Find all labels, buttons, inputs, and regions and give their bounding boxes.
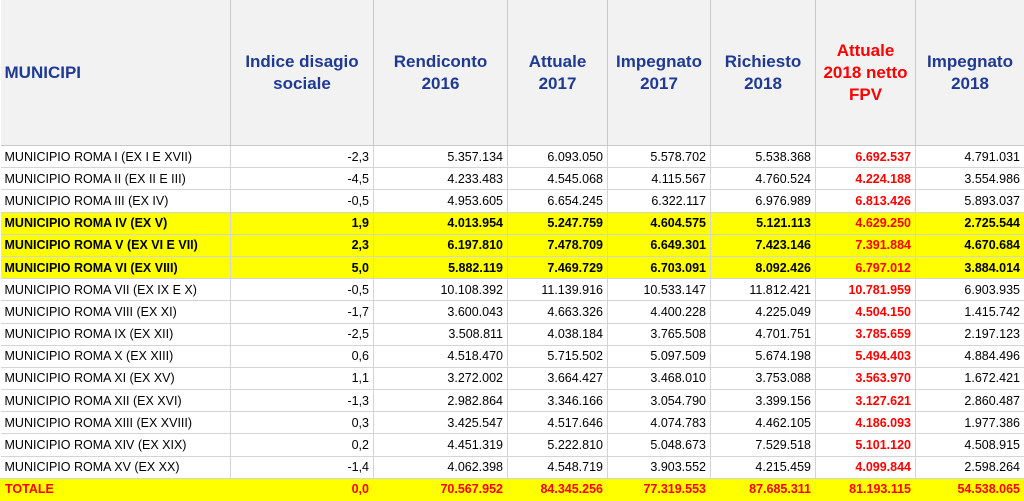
cell-impegnato-2018: 4.508.915 xyxy=(916,434,1024,456)
header-impegnato-2017: Impegnato 2017 xyxy=(608,0,711,146)
cell-attuale-2017: 5.715.502 xyxy=(508,345,608,367)
cell-impegnato-2018: 2.197.123 xyxy=(916,323,1024,345)
cell-impegnato-2018: 2.860.487 xyxy=(916,390,1024,412)
total-attuale-2017: 84.345.256 xyxy=(508,478,608,500)
cell-indice-disagio: -2,3 xyxy=(231,146,374,168)
cell-attuale-2017: 4.545.068 xyxy=(508,168,608,190)
cell-attuale-2018-netto-fpv: 5.494.403 xyxy=(816,345,916,367)
cell-richiesto-2018: 6.976.989 xyxy=(711,190,816,212)
table-row xyxy=(1,279,1024,301)
header-impegnato-2018: Impegnato 2018 xyxy=(916,0,1024,146)
cell-impegnato-2018: 2.598.264 xyxy=(916,456,1024,478)
table-row xyxy=(1,367,1024,389)
table-row xyxy=(1,234,1024,256)
cell-municipio-name: MUNICIPIO ROMA XII (EX XVI) xyxy=(1,390,231,412)
cell-rendiconto-2016: 4.953.605 xyxy=(374,190,508,212)
table-row xyxy=(1,456,1024,478)
table-row xyxy=(1,256,1024,278)
cell-indice-disagio: -2,5 xyxy=(231,323,374,345)
cell-attuale-2018-netto-fpv: 6.813.426 xyxy=(816,190,916,212)
cell-municipio-name: MUNICIPIO ROMA XV (EX XX) xyxy=(1,456,231,478)
cell-municipio-name: MUNICIPIO ROMA VIII (EX XI) xyxy=(1,301,231,323)
cell-attuale-2018-netto-fpv: 3.563.970 xyxy=(816,367,916,389)
cell-impegnato-2017: 6.649.301 xyxy=(608,234,711,256)
cell-rendiconto-2016: 5.357.134 xyxy=(374,146,508,168)
cell-indice-disagio: 5,0 xyxy=(231,256,374,278)
total-indice-disagio: 0,0 xyxy=(231,478,374,500)
total-impegnato-2018: 54.538.065 xyxy=(916,478,1024,500)
cell-impegnato-2017: 6.703.091 xyxy=(608,256,711,278)
header-rendiconto-2016: Rendiconto 2016 xyxy=(374,0,508,146)
cell-impegnato-2017: 3.765.508 xyxy=(608,323,711,345)
cell-impegnato-2017: 3.903.552 xyxy=(608,456,711,478)
cell-attuale-2018-netto-fpv: 3.785.659 xyxy=(816,323,916,345)
cell-richiesto-2018: 4.215.459 xyxy=(711,456,816,478)
cell-indice-disagio: 0,3 xyxy=(231,412,374,434)
header-row xyxy=(1,0,1024,146)
cell-impegnato-2017: 10.533.147 xyxy=(608,279,711,301)
cell-indice-disagio: -0,5 xyxy=(231,190,374,212)
cell-attuale-2017: 3.664.427 xyxy=(508,367,608,389)
cell-attuale-2018-netto-fpv: 10.781.959 xyxy=(816,279,916,301)
cell-impegnato-2018: 5.893.037 xyxy=(916,190,1024,212)
cell-municipio-name: MUNICIPIO ROMA VI (EX VIII) xyxy=(1,256,231,278)
cell-municipio-name: MUNICIPIO ROMA II (EX II E III) xyxy=(1,168,231,190)
cell-rendiconto-2016: 4.013.954 xyxy=(374,212,508,234)
table-row xyxy=(1,190,1024,212)
cell-rendiconto-2016: 3.425.547 xyxy=(374,412,508,434)
total-municipio-name: TOTALE xyxy=(1,478,231,500)
cell-municipio-name: MUNICIPIO ROMA VII (EX IX E X) xyxy=(1,279,231,301)
cell-impegnato-2017: 3.468.010 xyxy=(608,367,711,389)
cell-richiesto-2018: 4.760.524 xyxy=(711,168,816,190)
cell-attuale-2018-netto-fpv: 6.797.012 xyxy=(816,256,916,278)
cell-rendiconto-2016: 6.197.810 xyxy=(374,234,508,256)
header-attuale-2018-netto-fpv: Attuale 2018 netto FPV xyxy=(816,0,916,146)
cell-attuale-2017: 3.346.166 xyxy=(508,390,608,412)
cell-indice-disagio: 0,6 xyxy=(231,345,374,367)
cell-impegnato-2017: 5.097.509 xyxy=(608,345,711,367)
cell-impegnato-2018: 1.672.421 xyxy=(916,367,1024,389)
cell-richiesto-2018: 3.753.088 xyxy=(711,367,816,389)
cell-rendiconto-2016: 4.451.319 xyxy=(374,434,508,456)
cell-richiesto-2018: 5.674.198 xyxy=(711,345,816,367)
cell-attuale-2017: 5.222.810 xyxy=(508,434,608,456)
cell-impegnato-2018: 2.725.544 xyxy=(916,212,1024,234)
cell-municipio-name: MUNICIPIO ROMA IV (EX V) xyxy=(1,212,231,234)
table-row xyxy=(1,168,1024,190)
cell-richiesto-2018: 5.538.368 xyxy=(711,146,816,168)
cell-richiesto-2018: 8.092.426 xyxy=(711,256,816,278)
cell-indice-disagio: 2,3 xyxy=(231,234,374,256)
cell-municipio-name: MUNICIPIO ROMA XI (EX XV) xyxy=(1,367,231,389)
cell-attuale-2017: 4.663.326 xyxy=(508,301,608,323)
cell-richiesto-2018: 4.225.049 xyxy=(711,301,816,323)
cell-impegnato-2017: 6.322.117 xyxy=(608,190,711,212)
table-row xyxy=(1,345,1024,367)
cell-rendiconto-2016: 3.272.002 xyxy=(374,367,508,389)
table-row xyxy=(1,390,1024,412)
cell-impegnato-2018: 1.977.386 xyxy=(916,412,1024,434)
cell-attuale-2018-netto-fpv: 3.127.621 xyxy=(816,390,916,412)
cell-impegnato-2018: 3.554.986 xyxy=(916,168,1024,190)
cell-rendiconto-2016: 5.882.119 xyxy=(374,256,508,278)
table-row xyxy=(1,146,1024,168)
cell-attuale-2017: 4.038.184 xyxy=(508,323,608,345)
cell-impegnato-2018: 3.884.014 xyxy=(916,256,1024,278)
cell-attuale-2017: 4.548.719 xyxy=(508,456,608,478)
cell-attuale-2018-netto-fpv: 6.692.537 xyxy=(816,146,916,168)
cell-impegnato-2017: 4.074.783 xyxy=(608,412,711,434)
cell-impegnato-2017: 4.400.228 xyxy=(608,301,711,323)
cell-rendiconto-2016: 4.233.483 xyxy=(374,168,508,190)
cell-indice-disagio: 1,9 xyxy=(231,212,374,234)
cell-municipio-name: MUNICIPIO ROMA XIV (EX XIX) xyxy=(1,434,231,456)
cell-attuale-2017: 5.247.759 xyxy=(508,212,608,234)
cell-rendiconto-2016: 3.600.043 xyxy=(374,301,508,323)
cell-impegnato-2017: 4.604.575 xyxy=(608,212,711,234)
cell-municipio-name: MUNICIPIO ROMA X (EX XIII) xyxy=(1,345,231,367)
table-row xyxy=(1,323,1024,345)
cell-richiesto-2018: 7.529.518 xyxy=(711,434,816,456)
cell-attuale-2018-netto-fpv: 4.099.844 xyxy=(816,456,916,478)
cell-municipio-name: MUNICIPIO ROMA III (EX IV) xyxy=(1,190,231,212)
table-row xyxy=(1,212,1024,234)
cell-richiesto-2018: 4.462.105 xyxy=(711,412,816,434)
total-rendiconto-2016: 70.567.952 xyxy=(374,478,508,500)
header-richiesto-2018: Richiesto 2018 xyxy=(711,0,816,146)
cell-richiesto-2018: 3.399.156 xyxy=(711,390,816,412)
cell-richiesto-2018: 7.423.146 xyxy=(711,234,816,256)
cell-richiesto-2018: 11.812.421 xyxy=(711,279,816,301)
total-row xyxy=(1,478,1024,500)
total-richiesto-2018: 87.685.311 xyxy=(711,478,816,500)
cell-attuale-2017: 6.093.050 xyxy=(508,146,608,168)
header-attuale-2017: Attuale 2017 xyxy=(508,0,608,146)
cell-richiesto-2018: 4.701.751 xyxy=(711,323,816,345)
cell-attuale-2018-netto-fpv: 5.101.120 xyxy=(816,434,916,456)
cell-indice-disagio: 1,1 xyxy=(231,367,374,389)
cell-rendiconto-2016: 10.108.392 xyxy=(374,279,508,301)
cell-attuale-2017: 7.478.709 xyxy=(508,234,608,256)
cell-impegnato-2018: 1.415.742 xyxy=(916,301,1024,323)
total-impegnato-2017: 77.319.553 xyxy=(608,478,711,500)
cell-impegnato-2017: 4.115.567 xyxy=(608,168,711,190)
cell-attuale-2018-netto-fpv: 4.186.093 xyxy=(816,412,916,434)
cell-rendiconto-2016: 3.508.811 xyxy=(374,323,508,345)
cell-municipio-name: MUNICIPIO ROMA XIII (EX XVIII) xyxy=(1,412,231,434)
cell-impegnato-2018: 6.903.935 xyxy=(916,279,1024,301)
cell-attuale-2017: 6.654.245 xyxy=(508,190,608,212)
cell-rendiconto-2016: 4.062.398 xyxy=(374,456,508,478)
cell-indice-disagio: -1,3 xyxy=(231,390,374,412)
cell-attuale-2018-netto-fpv: 4.224.188 xyxy=(816,168,916,190)
cell-rendiconto-2016: 4.518.470 xyxy=(374,345,508,367)
cell-municipio-name: MUNICIPIO ROMA I (EX I E XVII) xyxy=(1,146,231,168)
cell-indice-disagio: -4,5 xyxy=(231,168,374,190)
cell-impegnato-2017: 5.048.673 xyxy=(608,434,711,456)
cell-impegnato-2018: 4.884.496 xyxy=(916,345,1024,367)
cell-attuale-2018-netto-fpv: 4.629.250 xyxy=(816,212,916,234)
cell-indice-disagio: -0,5 xyxy=(231,279,374,301)
cell-attuale-2017: 4.517.646 xyxy=(508,412,608,434)
cell-impegnato-2018: 4.670.684 xyxy=(916,234,1024,256)
cell-municipio-name: MUNICIPIO ROMA V (EX VI E VII) xyxy=(1,234,231,256)
table-row xyxy=(1,301,1024,323)
cell-indice-disagio: 0,2 xyxy=(231,434,374,456)
header-municipi: MUNICIPI xyxy=(1,0,231,146)
cell-attuale-2018-netto-fpv: 7.391.884 xyxy=(816,234,916,256)
total-attuale-2018-netto-fpv: 81.193.115 xyxy=(816,478,916,500)
cell-municipio-name: MUNICIPIO ROMA IX (EX XII) xyxy=(1,323,231,345)
header-indice-disagio: Indice disagio sociale xyxy=(231,0,374,146)
cell-attuale-2017: 7.469.729 xyxy=(508,256,608,278)
cell-rendiconto-2016: 2.982.864 xyxy=(374,390,508,412)
cell-impegnato-2017: 5.578.702 xyxy=(608,146,711,168)
table-row xyxy=(1,434,1024,456)
cell-indice-disagio: -1,4 xyxy=(231,456,374,478)
cell-indice-disagio: -1,7 xyxy=(231,301,374,323)
cell-richiesto-2018: 5.121.113 xyxy=(711,212,816,234)
table-row xyxy=(1,412,1024,434)
cell-attuale-2018-netto-fpv: 4.504.150 xyxy=(816,301,916,323)
cell-impegnato-2018: 4.791.031 xyxy=(916,146,1024,168)
cell-impegnato-2017: 3.054.790 xyxy=(608,390,711,412)
cell-attuale-2017: 11.139.916 xyxy=(508,279,608,301)
